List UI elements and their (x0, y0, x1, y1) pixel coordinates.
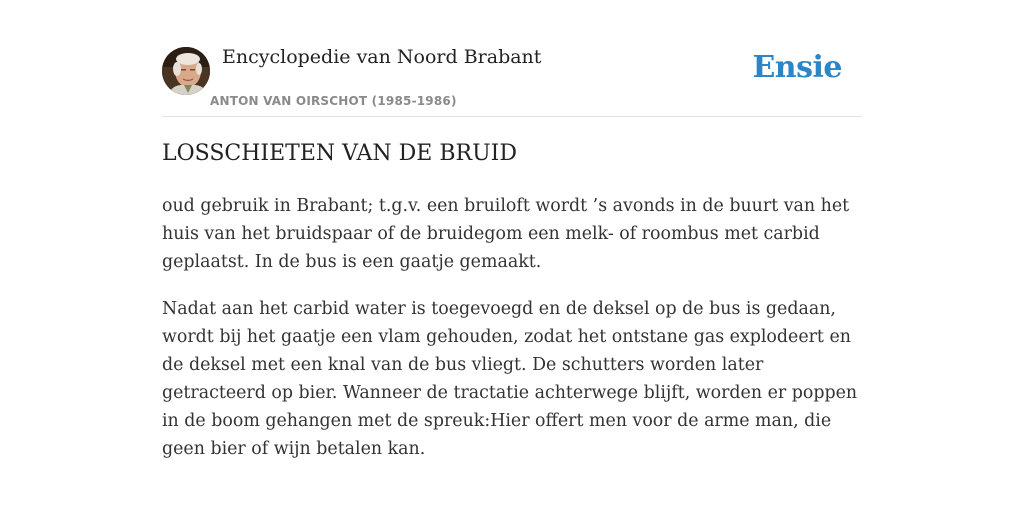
article-body (162, 192, 862, 482)
site-title[interactable]: Encyclopedie van Noord Brabant (222, 46, 542, 68)
paragraph: oud gebruik in Brabant; t.g.v. een bruiloft wordt ’s avonds in de buurt van het huis van het bruidspaar of de bruidegom een melk- of roombus met carbid geplaatst. In de bus is een gaatje gemaakt. (162, 196, 850, 272)
avatar-portrait-icon (162, 47, 210, 95)
brand-logo[interactable]: Ensie (752, 50, 842, 85)
article-title: LOSSCHIETEN VAN DE BRUID (162, 141, 517, 166)
header (162, 0, 862, 117)
author-name[interactable]: ANTON VAN OIRSCHOT (1985-1986) (210, 94, 457, 108)
author-avatar[interactable] (162, 47, 210, 95)
paragraph: Nadat aan het carbid water is toegevoegd en de deksel op de bus is gedaan, wordt bij het gaatje een vlam gehouden, zodat het ontstane gas explodeert en de deksel met een knal van de bus vliegt. De schutters worden later getracteerd op bier. Wanneer de tractatie achterwege blijft, worden er poppen in de boom gehangen met de spreuk:Hier offert men voor de arme man, die geen bier of wijn betalen kan. (162, 299, 858, 459)
